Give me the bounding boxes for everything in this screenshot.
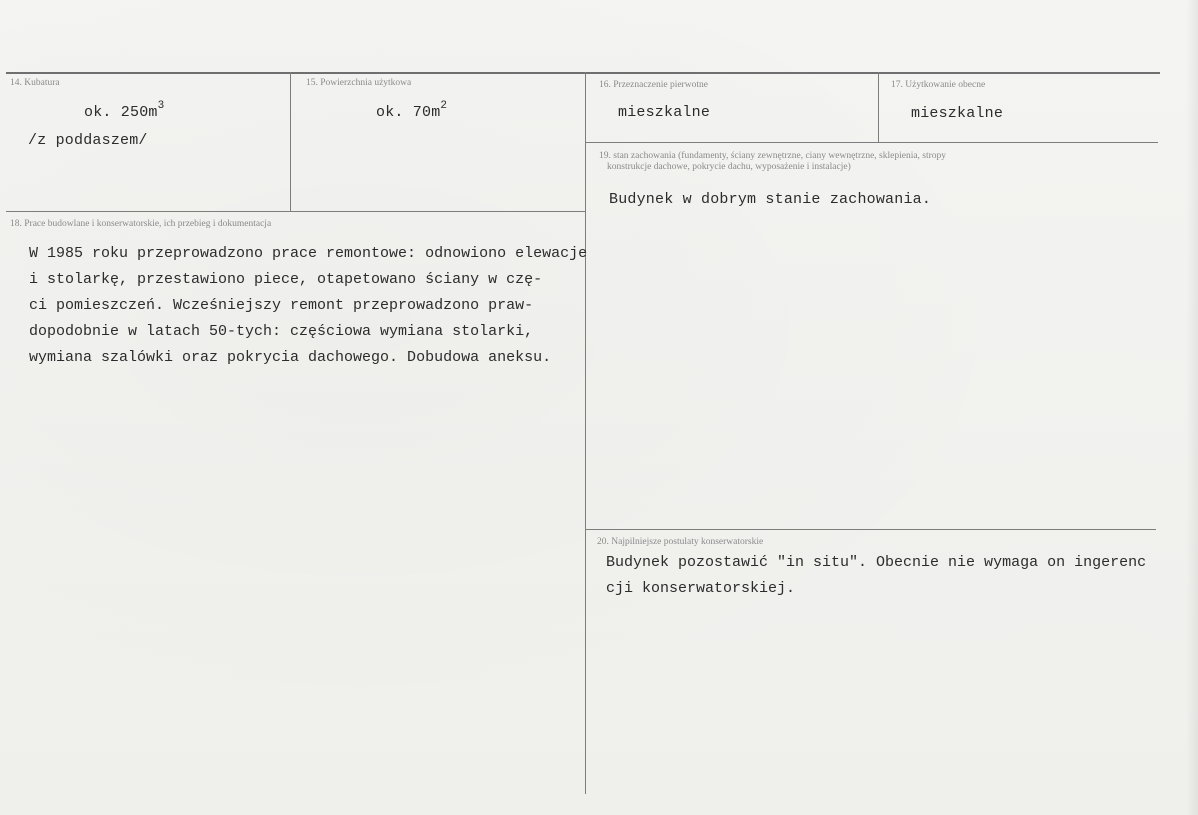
divider-14-18 bbox=[6, 211, 585, 212]
divider-16-19 bbox=[586, 142, 1158, 143]
field-18-line-5: wymiana szalówki oraz pokrycia dachowego. Dobudowa aneksu. bbox=[29, 349, 552, 366]
divider-left-right bbox=[585, 72, 586, 794]
field-18-label: 18. Prace budowlane i konserwatorskie, ich przebieg i dokumentacja bbox=[10, 219, 272, 229]
top-border bbox=[6, 72, 1160, 74]
field-18-line-1: W 1985 roku przeprowadzono prace remontowe: odnowiono elewacje bbox=[29, 245, 588, 262]
field-18-line-4: dopodobnie w latach 50-tych: częściowa wymiana stolarki, bbox=[29, 323, 534, 340]
divider-16-17 bbox=[878, 72, 879, 142]
field-15-value-text: ok. 70m bbox=[376, 104, 441, 121]
field-16-value: mieszkalne bbox=[618, 104, 711, 121]
field-14-value-text: ok. 250m bbox=[84, 104, 158, 121]
field-18-line-3: ci pomieszczeń. Wcześniejszy remont przeprowadzono praw- bbox=[29, 297, 534, 314]
field-19-label-line2: konstrukcje dachowe, pokrycie dachu, wyposażenie i instalacje) bbox=[607, 162, 851, 172]
divider-19-20 bbox=[586, 529, 1156, 530]
field-15-label: 15. Powierzchnia użytkowa bbox=[306, 78, 412, 88]
field-14-value-sup: 3 bbox=[157, 100, 165, 112]
field-14-value2: /z poddaszem/ bbox=[28, 132, 148, 149]
field-19-value: Budynek w dobrym stanie zachowania. bbox=[609, 191, 932, 208]
field-20-line-2: cji konserwatorskiej. bbox=[606, 580, 796, 597]
field-20-text bbox=[606, 550, 1196, 602]
field-17-label: 17. Użytkowanie obecne bbox=[891, 80, 986, 90]
field-18-line-2: i stolarkę, przestawiono piece, otapetowano ściany w czę- bbox=[29, 271, 543, 288]
field-20-label: 20. Najpilniejsze postulaty konserwatorskie bbox=[597, 537, 764, 547]
field-15-value bbox=[376, 102, 447, 121]
field-16-label: 16. Przeznaczenie pierwotne bbox=[599, 80, 708, 90]
field-17-value: mieszkalne bbox=[911, 105, 1004, 122]
field-18-text bbox=[29, 241, 587, 371]
field-20-line-1: Budynek pozostawić "in situ". Obecnie nie wymaga on ingerenc bbox=[606, 554, 1147, 571]
divider-14-15 bbox=[290, 72, 291, 211]
field-19-label-line1: 19. stan zachowania (fundamenty, ściany zewnętrzne, ciany wewnętrzne, sklepienia, stropy bbox=[599, 151, 947, 161]
field-14-value bbox=[84, 102, 164, 121]
card-edge-shadow bbox=[1186, 0, 1198, 815]
field-15-value-sup: 2 bbox=[440, 100, 448, 112]
field-14-label: 14. Kubatura bbox=[10, 78, 60, 88]
